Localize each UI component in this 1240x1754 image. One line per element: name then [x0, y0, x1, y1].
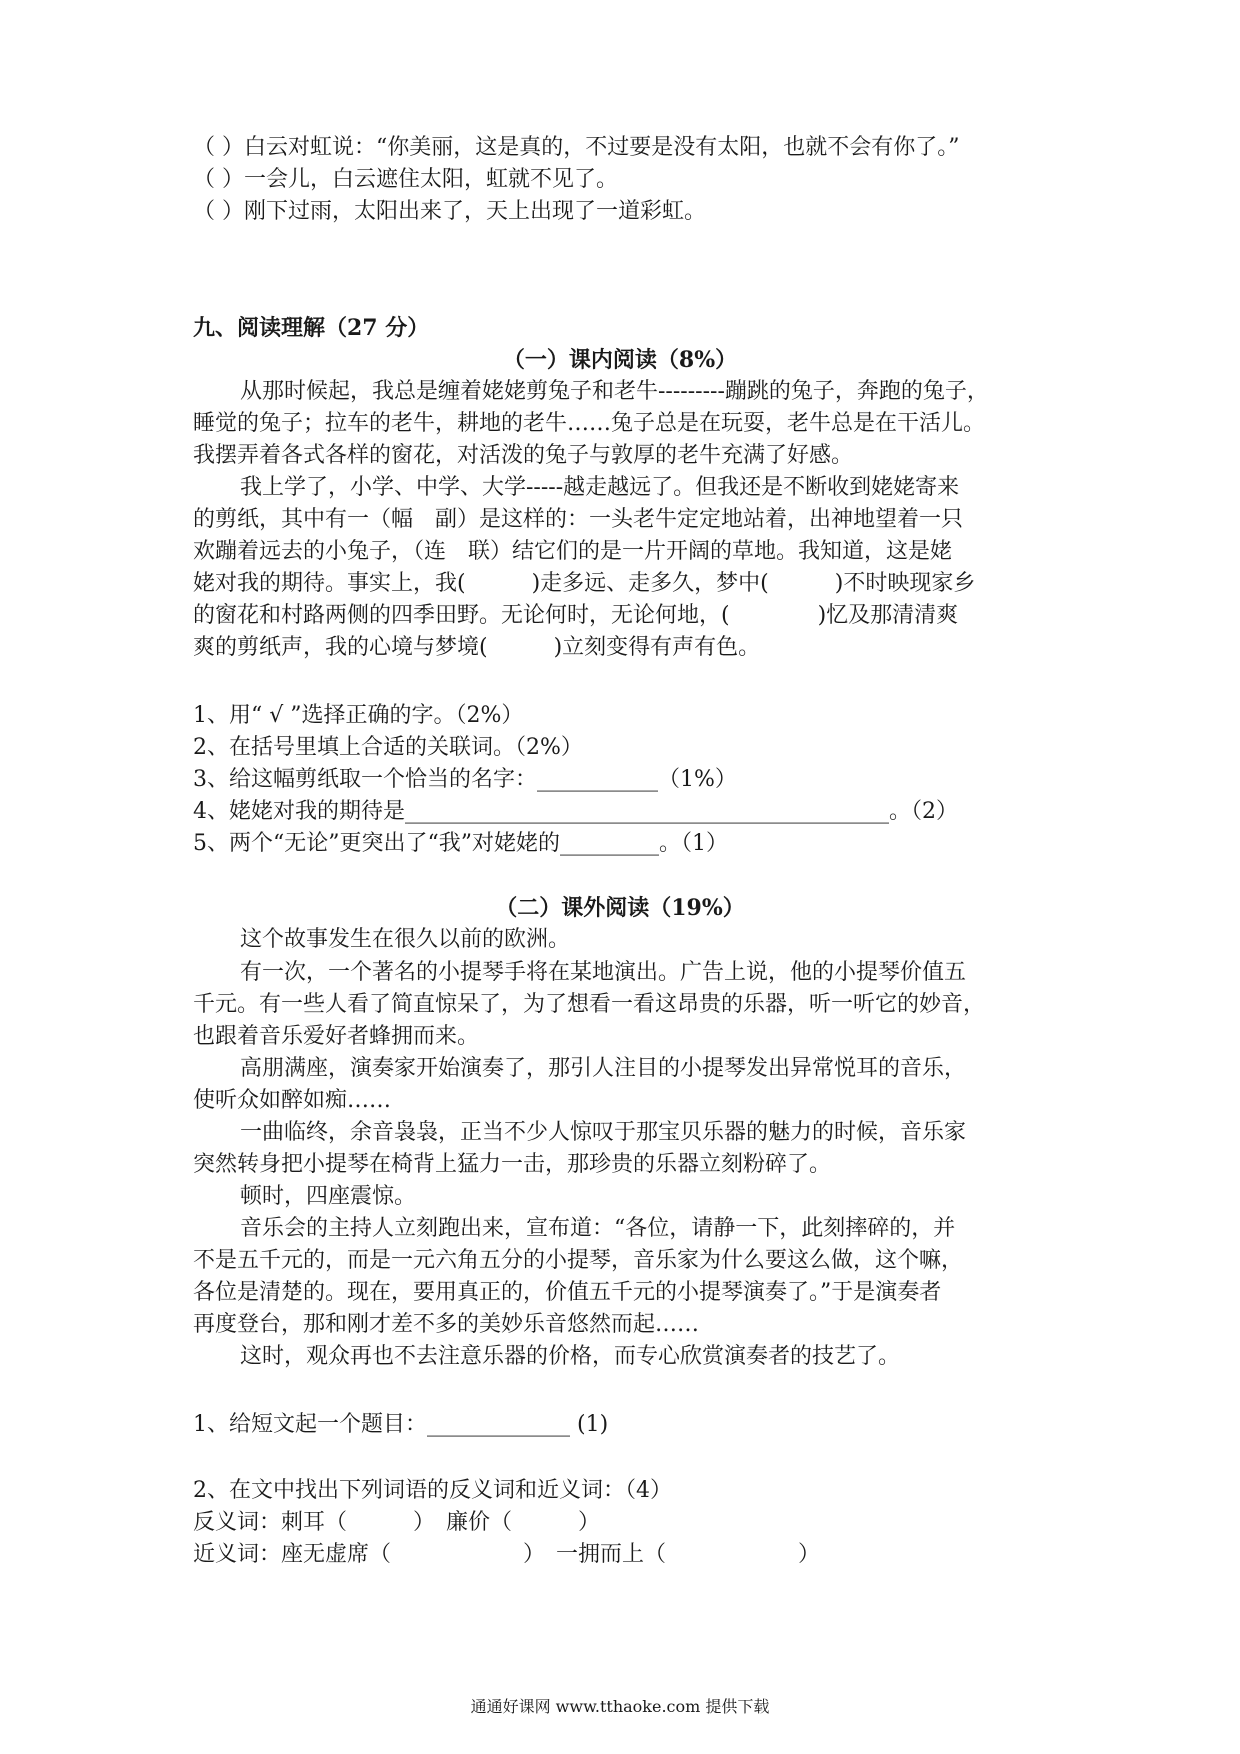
- part2-paragraph-line: 使听众如醉如痴……: [193, 1088, 392, 1113]
- part2-question: 1、给短文起一个题目：_____________ (1): [193, 1412, 609, 1437]
- part2-paragraph-line: 不是五千元的，而是一元六角五分的小提琴，音乐家为什么要这么做，这个嘛，: [193, 1248, 964, 1273]
- part2-paragraph-line: 再度登台，那和刚才差不多的美妙乐音悠然而起……: [193, 1312, 700, 1337]
- part2-question: 近义词：座无虚席（ ） 一拥而上（ ）: [193, 1542, 821, 1567]
- part1-question: 1、用“ √ ”选择正确的字。（2%）: [193, 703, 524, 728]
- part2-paragraph-line: 顿时，四座震惊。: [240, 1184, 417, 1209]
- part1-paragraph-line: 欢蹦着远去的小兔子，（连 联）结它们的是一片开阔的草地。我知道，这是姥: [193, 539, 953, 564]
- part1-question: 3、给这幅剪纸取一个恰当的名字：___________（1%）: [193, 767, 737, 792]
- part2-paragraph-line: 突然转身把小提琴在椅背上猛力一击，那珍贵的乐器立刻粉碎了。: [193, 1152, 832, 1177]
- ordering-item: （ ）一会儿，白云遮住太阳，虹就不见了。: [193, 167, 618, 192]
- part2-paragraph-line: 这个故事发生在很久以前的欧洲。: [240, 927, 571, 952]
- part2-paragraph-line: 千元。有一些人看了简直惊呆了，为了想看一看这昂贵的乐器，听一听它的妙音，: [193, 992, 986, 1017]
- part1-paragraph-line: 的剪纸，其中有一（幅 副）是这样的：一头老牛定定地站着，出神地望着一只: [193, 507, 964, 532]
- part1-title: （一）课内阅读（8%）: [502, 347, 738, 373]
- part2-paragraph-line: 也跟着音乐爱好者蜂拥而来。: [193, 1024, 480, 1049]
- part2-question: 2、在文中找出下列词语的反义词和近义词：（4）: [193, 1478, 672, 1503]
- part1-paragraph-line: 爽的剪纸声，我的心境与梦境( )立刻变得有声有色。: [193, 635, 761, 660]
- part1-question: 2、在括号里填上合适的关联词。（2%）: [193, 735, 583, 760]
- part1-paragraph-line: 的窗花和村路两侧的四季田野。无论何时，无论何地，( )忆及那清清爽: [193, 603, 959, 628]
- part2-paragraph-line: 各位是清楚的。现在，要用真正的，价值五千元的小提琴演奏了。”于是演奏者: [193, 1280, 942, 1305]
- part2-paragraph-line: 高朋满座，演奏家开始演奏了，那引人注目的小提琴发出异常悦耳的音乐，: [240, 1056, 967, 1081]
- part2-paragraph-line: 音乐会的主持人立刻跑出来，宣布道：“各位，请静一下，此刻摔碎的，并: [240, 1216, 956, 1241]
- ordering-item: （ ）白云对虹说：“你美丽，这是真的，不过要是没有太阳，也就不会有你了。”: [193, 135, 960, 160]
- part2-paragraph-line: 一曲临终，余音袅袅，正当不少人惊叹于那宝贝乐器的魅力的时候，音乐家: [240, 1120, 967, 1145]
- section-title: 九、阅读理解（27 分）: [193, 315, 430, 341]
- part1-paragraph-line: 我摆弄着各式各样的窗花，对活泼的兔子与敦厚的老牛充满了好感。: [193, 443, 854, 468]
- part2-paragraph-line: 这时，观众再也不去注意乐器的价格，而专心欣赏演奏者的技艺了。: [240, 1344, 901, 1369]
- ordering-item: （ ）刚下过雨，太阳出来了，天上出现了一道彩虹。: [193, 199, 706, 224]
- part1-paragraph-line: 姥对我的期待。事实上，我( )走多远、走多久，梦中( )不时映现家乡: [193, 571, 976, 596]
- part1-question: 5、两个“无论”更突出了“我”对姥姥的_________。（1）: [193, 831, 728, 856]
- part1-paragraph-line: 睡觉的兔子；拉车的老牛，耕地的老牛……兔子总是在玩耍，老牛总是在干活儿。: [193, 411, 986, 436]
- part2-question: 反义词：刺耳（ ） 廉价（ ）: [193, 1510, 601, 1535]
- part2-paragraph-line: 有一次，一个著名的小提琴手将在某地演出。广告上说，他的小提琴价值五: [240, 960, 967, 985]
- part1-paragraph-line: 从那时候起，我总是缠着姥姥剪兔子和老牛---------蹦跳的兔子，奔跑的兔子，: [240, 379, 989, 404]
- part1-question: 4、姥姥对我的期待是____________________________________________。（2）: [193, 799, 958, 824]
- footer-credit: 通通好课网 www.tthaoke.com 提供下载: [470, 1697, 770, 1716]
- part2-title: （二）课外阅读（19%）: [495, 895, 745, 921]
- part1-paragraph-line: 我上学了，小学、中学、大学-----越走越远了。但我还是不断收到姥姥寄来: [240, 475, 960, 500]
